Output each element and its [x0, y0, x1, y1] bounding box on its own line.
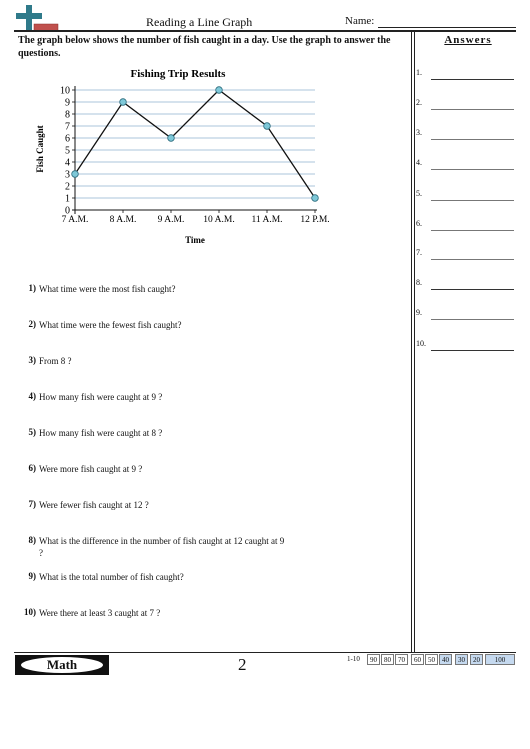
question-text: How many fish were caught at 8 ? [39, 428, 163, 438]
y-tick-label: 5 [65, 145, 70, 157]
footer-divider [14, 652, 516, 653]
y-tick-label: 6 [65, 133, 70, 145]
answer-row-1[interactable] [416, 68, 516, 80]
y-tick-label: 1 [65, 193, 70, 205]
y-tick-label: 7 [65, 121, 70, 133]
question-text: Were there at least 3 caught at 7 ? [39, 608, 161, 618]
y-tick-label: 10 [60, 85, 70, 97]
question-text: Were fewer fish caught at 12 ? [39, 500, 149, 510]
answer-row-6[interactable] [416, 219, 516, 231]
x-tick-label: 8 A.M. [109, 215, 137, 225]
question-number: 8) [28, 535, 36, 545]
y-tick-labels [60, 86, 70, 217]
y-tick-label: 0 [65, 205, 70, 217]
chart-title: Fishing Trip Results [130, 68, 226, 80]
x-tick-label: 7 A.M. [61, 215, 89, 225]
data-point [120, 99, 127, 106]
data-point [168, 135, 175, 142]
answer-number: 9. [416, 308, 422, 317]
question-text: What time were the fewest fish caught? [39, 320, 182, 330]
answer-number: 3. [416, 128, 422, 137]
answer-row-10[interactable] [416, 339, 516, 351]
answer-line[interactable] [431, 259, 514, 260]
answer-number: 4. [416, 158, 422, 167]
answers-heading: Answers [444, 34, 492, 46]
header-divider [14, 30, 516, 32]
answer-row-8[interactable] [416, 278, 516, 290]
score-box: 90 [367, 654, 380, 665]
score-box: 40 [439, 654, 452, 665]
data-point [72, 171, 79, 178]
answer-row-2[interactable] [416, 98, 516, 110]
answer-line[interactable] [431, 200, 514, 201]
score-box: 50 [425, 654, 438, 665]
question-text: What time were the most fish caught? [39, 284, 176, 294]
answer-number: 7. [416, 248, 422, 257]
answer-line[interactable] [431, 109, 514, 110]
data-point [264, 123, 271, 130]
question-number: 6) [28, 463, 36, 473]
x-tick-label: 12 P.M. [300, 215, 330, 225]
name-field-line[interactable] [378, 27, 516, 28]
answer-line[interactable] [431, 139, 514, 140]
question-number: 7) [28, 499, 36, 509]
score-box: 100 [485, 654, 515, 665]
answer-row-7[interactable] [416, 248, 516, 260]
page-number: 2 [238, 655, 247, 674]
question-number: 2) [28, 319, 36, 329]
data-point [216, 87, 223, 94]
x-tick-label: 9 A.M. [157, 215, 185, 225]
subject-badge [15, 655, 109, 675]
answer-line[interactable] [431, 289, 514, 290]
answer-number: 5. [416, 189, 422, 198]
question-text: How many fish were caught at 9 ? [39, 392, 163, 402]
question-number: 10) [24, 607, 36, 617]
score-box: 30 [455, 654, 468, 665]
question-text: What is the total number of fish caught? [39, 572, 184, 582]
answer-number: 10. [416, 339, 426, 348]
question-number: 3) [28, 355, 36, 365]
subject-badge-label: Math [21, 657, 103, 673]
answer-column-divider [411, 31, 412, 652]
answer-line[interactable] [431, 319, 514, 320]
question-text: What is the difference in the number of fish caught at 12 caught at 9 ? [39, 536, 285, 558]
answer-number: 1. [416, 68, 422, 77]
answer-column-divider-inner [414, 31, 415, 652]
answer-line[interactable] [431, 350, 514, 351]
question-text: From 8 ? [39, 356, 72, 366]
answer-row-4[interactable] [416, 158, 516, 170]
score-box: 20 [470, 654, 483, 665]
worksheet-title: Reading a Line Graph [146, 15, 253, 29]
question-number: 1) [28, 283, 36, 293]
score-range-label: 1-10 [347, 655, 360, 663]
question-text: Were more fish caught at 9 ? [39, 464, 143, 474]
y-tick-label: 9 [65, 97, 70, 109]
answer-number: 6. [416, 219, 422, 228]
y-tick-label: 2 [65, 181, 70, 193]
score-box: 60 [411, 654, 424, 665]
x-tick-label: 10 A.M. [203, 215, 235, 225]
answer-line[interactable] [431, 230, 514, 231]
score-box: 80 [381, 654, 394, 665]
instructions: The graph below shows the number of fish caught in a day. Use the graph to answer the questions. [18, 35, 391, 59]
y-tick-label: 3 [65, 169, 70, 181]
question-number: 4) [28, 391, 36, 401]
x-tick-labels [62, 215, 330, 225]
name-label: Name: [345, 15, 375, 27]
y-tick-label: 4 [65, 157, 70, 169]
answer-row-3[interactable] [416, 128, 516, 140]
y-axis-label: Fish Caught [35, 125, 45, 173]
answer-row-5[interactable] [416, 189, 516, 201]
answer-number: 8. [416, 278, 422, 287]
question-number: 5) [28, 427, 36, 437]
answer-number: 2. [416, 98, 422, 107]
x-tick-label: 11 A.M. [251, 215, 283, 225]
answer-line[interactable] [431, 79, 514, 80]
series-line [75, 90, 315, 198]
chart-series [72, 87, 319, 202]
question-number: 9) [28, 571, 36, 581]
y-tick-label: 8 [65, 109, 70, 121]
answer-line[interactable] [431, 169, 514, 170]
score-box: 70 [395, 654, 408, 665]
x-axis-label: Time [185, 235, 205, 245]
answer-row-9[interactable] [416, 308, 516, 320]
line-chart [30, 60, 350, 255]
data-point [312, 195, 319, 202]
